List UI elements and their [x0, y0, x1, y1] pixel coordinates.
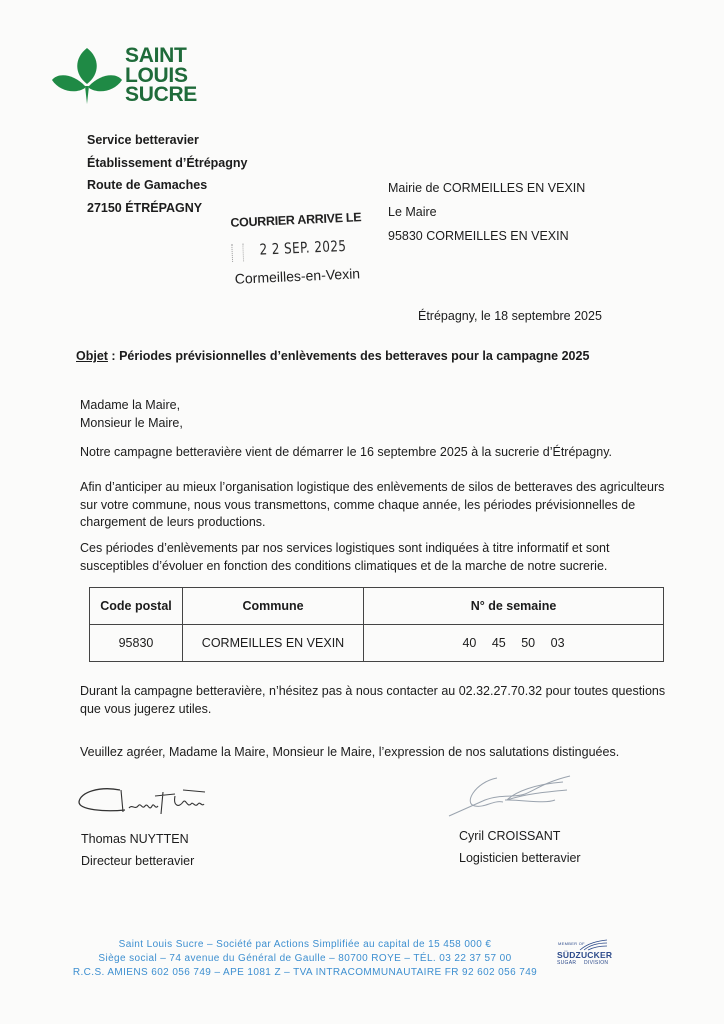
stamp-mark-icon	[231, 243, 244, 262]
stamp-place: Cormeilles-en-Vexin	[234, 265, 361, 287]
recipient-address: Mairie de CORMEILLES EN VEXIN Le Maire 95830 CORMEILLES EN VEXIN	[388, 181, 586, 243]
signatory-1-name: Thomas NUYTTEN	[81, 832, 189, 846]
stamp-title: COURRIER ARRIVE LE	[230, 210, 362, 230]
sender-address: Service betteravier Établissement d’Étrépagny Route de Gamaches 27150 ÉTRÉPAGNY	[87, 133, 248, 215]
leaf-plant-icon	[52, 46, 122, 112]
logo-wordmark: SAINT LOUIS SUCRE	[125, 44, 198, 106]
company-footer: Saint Louis Sucre – Société par Actions Simplifiée au capital de 15 458 000 € Siège social – 74 avenue du Général de Gaulle – 80700 ROYE – TÉL. 03 22 37 57 00 R.C.S. AMIENS 602 056 749 – APE 1081 Z – TVA INTRACOMMUNAUTAIRE FR 92 602 056 749	[72, 939, 538, 978]
pickup-schedule-table	[89, 587, 664, 662]
signature-croissant-icon	[445, 770, 575, 820]
paragraph-disclaimer: Ces périodes d’enlèvements par nos services logistiques sont indiquées à titre informatif et sont susceptibles d’évoluer en fonction des conditions climatiques et de la marche de notre sucrerie.	[80, 541, 610, 573]
paragraph-campaign-start: Notre campagne betteravière vient de démarrer le 16 septembre 2025 à la sucrerie d’Étrépagny.	[80, 445, 613, 459]
cell-commune: CORMEILLES EN VEXIN	[183, 625, 364, 662]
subject-line: Objet : Périodes prévisionnelles d’enlèvements des betteraves pour la campagne 2025	[76, 349, 590, 363]
paragraph-logistics: Afin d’anticiper au mieux l’organisation logistique des enlèvements de silos de betteraves des agriculteurs sur votre commune, nous vous transmettons, comme chaque année, les périodes prévisionnelles de chargement de leurs productions.	[80, 480, 665, 529]
letter-date: Étrépagny, le 18 septembre 2025	[418, 309, 602, 323]
cell-code-postal: 95830	[90, 625, 183, 662]
signatory-1	[81, 828, 194, 872]
subject-text: Périodes prévisionnelles d’enlèvements des betteraves pour la campagne 2025	[119, 349, 590, 363]
received-stamp	[228, 207, 391, 294]
table-row	[90, 625, 664, 662]
header-code-postal: Code postal	[90, 588, 183, 625]
signatory-1-title: Directeur betteravier	[81, 854, 195, 868]
subject-label: Objet	[76, 349, 108, 363]
sudzucker-logo: MEMBER OF SÜDZUCKER SUGAR DIVISION	[557, 941, 613, 966]
signatory-2-name: Cyril CROISSANT	[459, 829, 561, 843]
stamp-date: 2 2 SEP. 2025	[259, 236, 347, 259]
signatory-2	[459, 825, 581, 869]
week-number: 40	[462, 636, 477, 650]
signatory-2-title: Logisticien betteravier	[459, 851, 581, 865]
table-header-row	[90, 588, 664, 625]
saint-louis-sucre-logo	[52, 44, 202, 114]
salutation: Madame la Maire, Monsieur le Maire,	[80, 398, 183, 430]
header-week-number: N° de semaine	[364, 588, 664, 625]
paragraph-closing: Veuillez agréer, Madame la Maire, Monsieur le Maire, l’expression de nos salutations distinguées.	[80, 745, 620, 759]
header-commune: Commune	[183, 588, 364, 625]
week-number: 03	[550, 636, 565, 650]
cell-weeks	[364, 625, 664, 662]
paragraph-contact: Durant la campagne betteravière, n’hésitez pas à nous contacter au 02.32.27.70.32 pour toutes questions que vous jugerez utiles.	[80, 684, 666, 716]
week-number: 50	[521, 636, 536, 650]
week-number: 45	[491, 636, 506, 650]
signature-nuytten-icon	[75, 782, 235, 827]
